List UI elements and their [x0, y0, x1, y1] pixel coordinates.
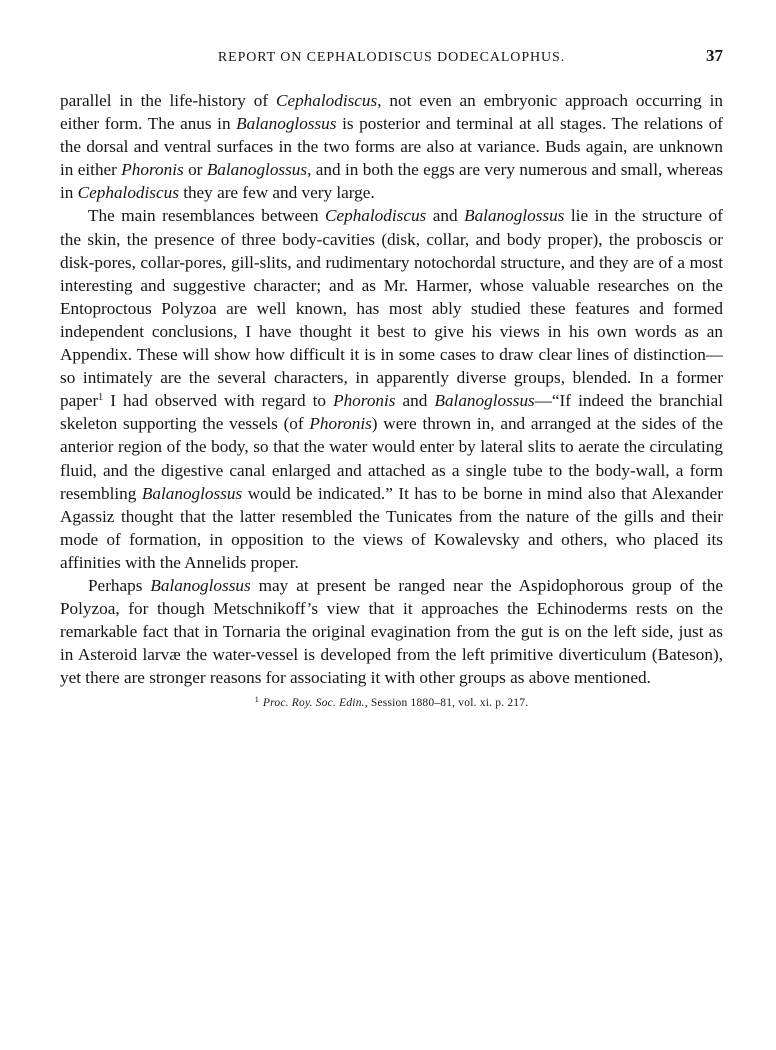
- text-run: or: [183, 160, 207, 180]
- italic-term: Phoronis: [309, 414, 372, 434]
- text-run: is posterior and terminal at all stages. The relations of the dorsal and ventral surfaces in the two forms are also at variance. Buds again, are unknown in either: [60, 114, 723, 180]
- italic-term: Balanoglossus: [150, 575, 251, 595]
- text-run: they are few and very large.: [178, 183, 375, 203]
- text-run: may at present be ranged near the Aspidophorous group of the Polyzoa, for though Metschnikoff’s view that it approaches the Echinoderms rests on the remarkable fact that in Tornaria the original evagination from the gut is on the left side, just as in Asteroid larvæ the water-vessel is developed from the left primitive diverticulum (Bateson), yet there are stronger reasons for associating it with other groups as above mentioned.: [60, 575, 724, 688]
- page-number: 37: [706, 46, 723, 65]
- paragraph-1: [60, 89, 723, 204]
- text-run: , and in both the eggs are very numerous and small, whereas in: [60, 160, 723, 203]
- text-run: —“If indeed the branchial skeleton supporting the vessels (of: [60, 391, 723, 434]
- italic-term: Phoronis: [121, 160, 184, 180]
- footnote-citation: Proc. Roy. Soc. Edin.: [262, 697, 365, 710]
- paragraph-2: [60, 204, 723, 574]
- italic-term: Balanoglossus: [464, 206, 565, 226]
- footnote: [60, 694, 723, 710]
- italic-term: Balanoglossus: [434, 391, 535, 411]
- document-page: [60, 44, 723, 709]
- text-run: parallel in the life-history of: [60, 91, 276, 110]
- italic-term: Cephalodiscus: [275, 91, 378, 110]
- italic-term: Cephalodiscus: [77, 183, 179, 203]
- text-run: ) were thrown in, and arranged at the sides of the anterior region of the body, so that the water would enter by lateral slits to aerate the circulating fluid, and the digestive canal enlarged and attached as a single tube to the body-wall, a form resembling: [60, 414, 723, 503]
- text-run: and: [395, 391, 435, 411]
- footnote-marker: 1: [254, 694, 259, 704]
- italic-term: Phoronis: [333, 391, 396, 411]
- text-run: I had observed with regard to: [103, 391, 334, 411]
- text-run: , not even an embryonic approach occurring in either form. The anus in: [60, 91, 723, 134]
- paragraph-3: [60, 574, 723, 689]
- italic-term: Balanoglossus: [206, 160, 308, 180]
- running-header: [60, 44, 723, 74]
- text-run: Perhaps: [88, 575, 151, 595]
- italic-term: Balanoglossus: [236, 114, 337, 134]
- text-run: The main resemblances between: [88, 206, 326, 226]
- running-head-title: REPORT ON CEPHALODISCUS DODECALOPHUS.: [217, 50, 566, 65]
- footnote-reference: 1: [98, 392, 104, 404]
- italic-term: Cephalodiscus: [325, 206, 427, 226]
- footnote-details: , Session 1880–81, vol. xi. p. 217.: [364, 697, 529, 710]
- text-run: would be indicated.” It has to be borne in mind also that Alexander Agassiz thought that the latter resembled the Tunicates from the nature of the gills and their mode of formation, in opposition to the views of Kowalevsky and others, who placed its affinities with the Annelids proper.: [60, 483, 723, 572]
- body-text: [60, 89, 723, 689]
- italic-term: Balanoglossus: [141, 483, 243, 503]
- text-run: lie in the structure of the skin, the presence of three body-cavities (disk, collar, and body proper), the proboscis or disk-pores, collar-pores, gill-slits, and rudimentary notochordal structure, and they are of a most interesting and suggestive character; and as Mr. Harmer, whose valuable researches on the Entoproctous Polyzoa are well known, has most ably studied these features and formed independent conclusions, I have thought it best to give his views in his own words as an Appendix. These will show how difficult it is in some cases to draw clear lines of distinction—so intimately are the several characters, in apparently diverse groups, blended. In a former paper: [60, 206, 723, 411]
- text-run: and: [426, 206, 465, 226]
